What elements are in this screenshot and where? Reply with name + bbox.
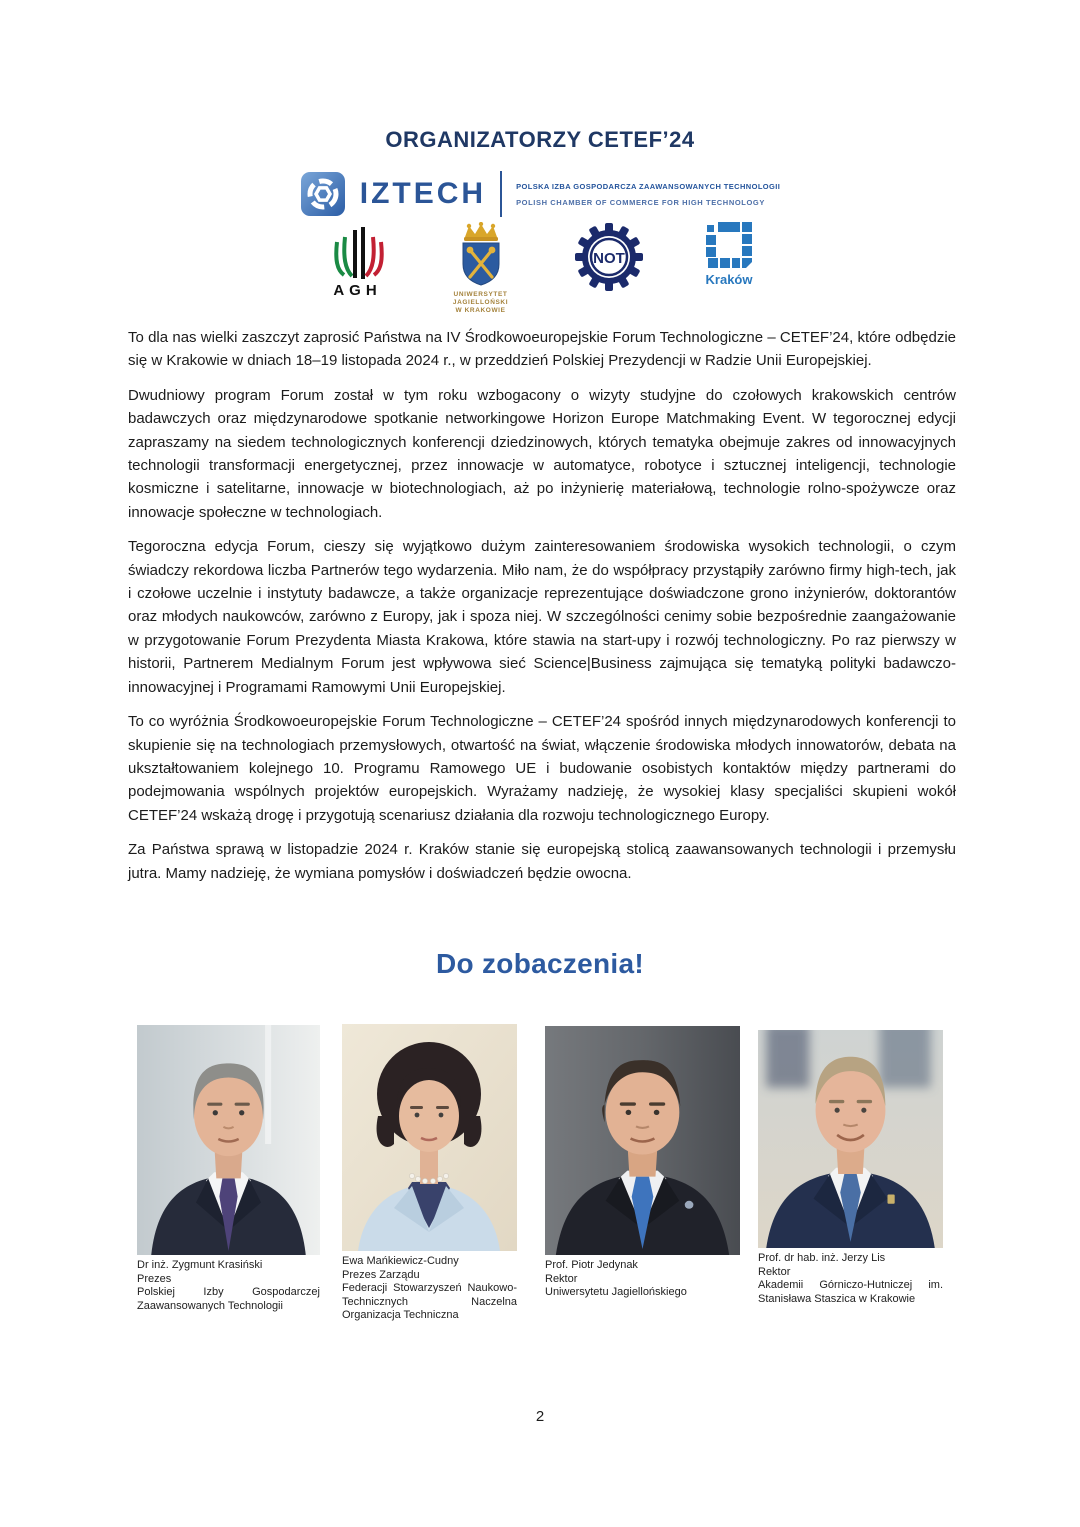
person-card	[342, 1024, 517, 1323]
person-role: Rektor	[758, 1265, 791, 1278]
uj-emblem-icon	[450, 222, 512, 288]
person-name: Prof. Piotr Jedynak	[545, 1259, 638, 1271]
uj-label-line2: JAGIELLOŃSKI	[452, 299, 509, 306]
krakow-logo	[706, 222, 753, 287]
agh-label: AGH	[333, 282, 382, 299]
uj-label	[453, 291, 508, 315]
paragraph-3: Tegoroczna edycja Forum, cieszy się wyjątkowo dużym zainteresowaniem środowiska wysokich technologii, o czym świadczy rekordowa liczba Partnerów tego wydarzenia. Miło nam, że do współpracy przystąpiły zarówno firmy high-tech, jak i czołowe uczelnie i instytuty badawcze, a także organizacje reprezentujące doświadczone grono inżynierów, doktorantów oraz młodych naukowców, zarówno z Europy, jak i spoza niej. W szczególności cenimy sobie bezpośrednie zaangażowanie w przygotowanie Forum Prezydenta Miasta Krakowa, które stawia na start-upy i rozwój technologiczny. Po raz pierwszy w historii, Partnerem Medialnym Forum jest wpływowa sieć Science|Business zajmująca się tematyką polityki badawczo-innowacyjnej i Programami Ramowymi Unii Europejskiej.	[128, 538, 956, 696]
iztech-emblem-icon	[300, 171, 346, 217]
person-caption	[342, 1255, 517, 1323]
uj-label-line1: UNIWERSYTET	[453, 291, 508, 298]
person-caption	[137, 1259, 320, 1313]
paragraph-2: Dwudniowy program Forum został w tym roku wzbogacony o wizyty studyjne do czołowych krakowskich centrów badawczych oraz międzynarodowe spotkanie networkingowe Horizon Europe Matchmaking Event. W tegorocznej edycji zapraszamy na siedem technologicznych konferencji dziedzinowych, których tematyka obejmuje zakres od innowacyjnych technologii transformacji energetycznej, przez innowacje w automatyce, robotyce i sztucznej inteligencji, technologie kosmiczne i satelitarne, innowacje w biotechnologiach, aż po inżynierię materiałową, technologie rolno-spożywcze oraz innowacje społeczne w technologiach.	[128, 386, 956, 521]
iztech-subtitle-pl: POLSKA IZBA GOSPODARCZA ZAAWANSOWANYCH TECHNOLOGII	[516, 181, 781, 191]
person-card	[545, 1026, 740, 1300]
not-label: NOT	[592, 250, 625, 267]
iztech-subtitle-en: POLISH CHAMBER OF COMMERCE FOR HIGH TECHNOLOGY	[516, 197, 765, 207]
portrait-photo-jedynak	[545, 1026, 740, 1255]
partner-logos-row	[0, 222, 1080, 315]
uj-logo	[450, 222, 512, 315]
krakow-label: Kraków	[705, 272, 753, 287]
portrait-photo-krasinski	[137, 1025, 320, 1255]
page-number: 2	[535, 1408, 545, 1425]
not-logo	[574, 222, 644, 292]
page-title: ORGANIZATORZY CETEF’24	[385, 127, 695, 152]
person-org: Polskiej Izby Gospodarczej Zaawansowanych Technologii	[137, 1286, 320, 1312]
person-name: Ewa Mańkiewicz-Cudny	[342, 1255, 459, 1267]
person-caption	[758, 1252, 943, 1306]
person-caption	[545, 1259, 740, 1300]
portrait-photo-lis	[758, 1030, 943, 1248]
person-org: Uniwersytetu Jagiellońskiego	[545, 1286, 687, 1298]
iztech-wordmark: IZTECH	[359, 177, 487, 210]
person-role: Rektor	[545, 1272, 578, 1285]
agh-emblem-icon	[328, 222, 388, 280]
iztech-divider	[500, 171, 502, 217]
person-card	[137, 1025, 320, 1313]
person-role: Prezes	[137, 1272, 172, 1285]
iztech-logo	[0, 168, 1080, 220]
person-org: Akademii Górniczo-Hutniczej im. Stanisława Staszica w Krakowie	[758, 1279, 943, 1305]
uj-label-line3: W KRAKOWIE	[455, 307, 506, 314]
not-gear-icon	[574, 222, 644, 292]
closing-heading: Do zobaczenia!	[435, 948, 644, 979]
person-name: Dr inż. Zygmunt Krasiński	[137, 1259, 263, 1271]
iztech-subtitle	[516, 182, 780, 207]
body-text	[128, 326, 956, 896]
paragraph-4: To co wyróżnia Środkowoeuropejskie Forum Technologiczne – CETEF’24 spośród innych międzynarodowych konferencji to skupienie się na technologiach przemysłowych, otwartość na świat, włączenie środowiska młodych innowatorów, debata na ukształtowaniem kolejnego 10. Programu Ramowego UE i budowanie osobistych kontaktów między partnerami do podejmowania wspólnych projektów europejskich. Wyrażamy nadzieję, że wysokiej klasy specjaliści skupieni wokół CETEF’24 wskażą drogę i przygotują scenariusz działania dla rozwoju technologicznego Europy.	[128, 713, 956, 824]
portrait-photo-mankiewicz	[342, 1024, 517, 1251]
paragraph-1: To dla nas wielki zaszczyt zaprosić Państwa na IV Środkowoeuropejskie Forum Technologiczne – CETEF’24, które odbędzie się w Krakowie w dniach 18–19 listopada 2024 r., w przeddzień Polskiej Prezydencji w Radzie Unii Europejskiej.	[128, 329, 956, 370]
person-card	[758, 1030, 943, 1306]
person-role: Prezes Zarządu	[342, 1268, 420, 1281]
person-name: Prof. dr hab. inż. Jerzy Lis	[758, 1252, 886, 1264]
krakow-emblem-icon	[706, 222, 752, 268]
agh-logo	[328, 222, 388, 299]
person-org: Federacji Stowarzyszeń Naukowo-Technicznych Naczelna Organizacja Techniczna	[342, 1282, 517, 1321]
paragraph-5: Za Państwa sprawą w listopadzie 2024 r. Kraków stanie się europejską stolicą zaawansowanych technologii i przemysłu jutra. Mamy nadzieję, że wymiana pomysłów i doświadczeń będzie owocna.	[128, 841, 956, 882]
